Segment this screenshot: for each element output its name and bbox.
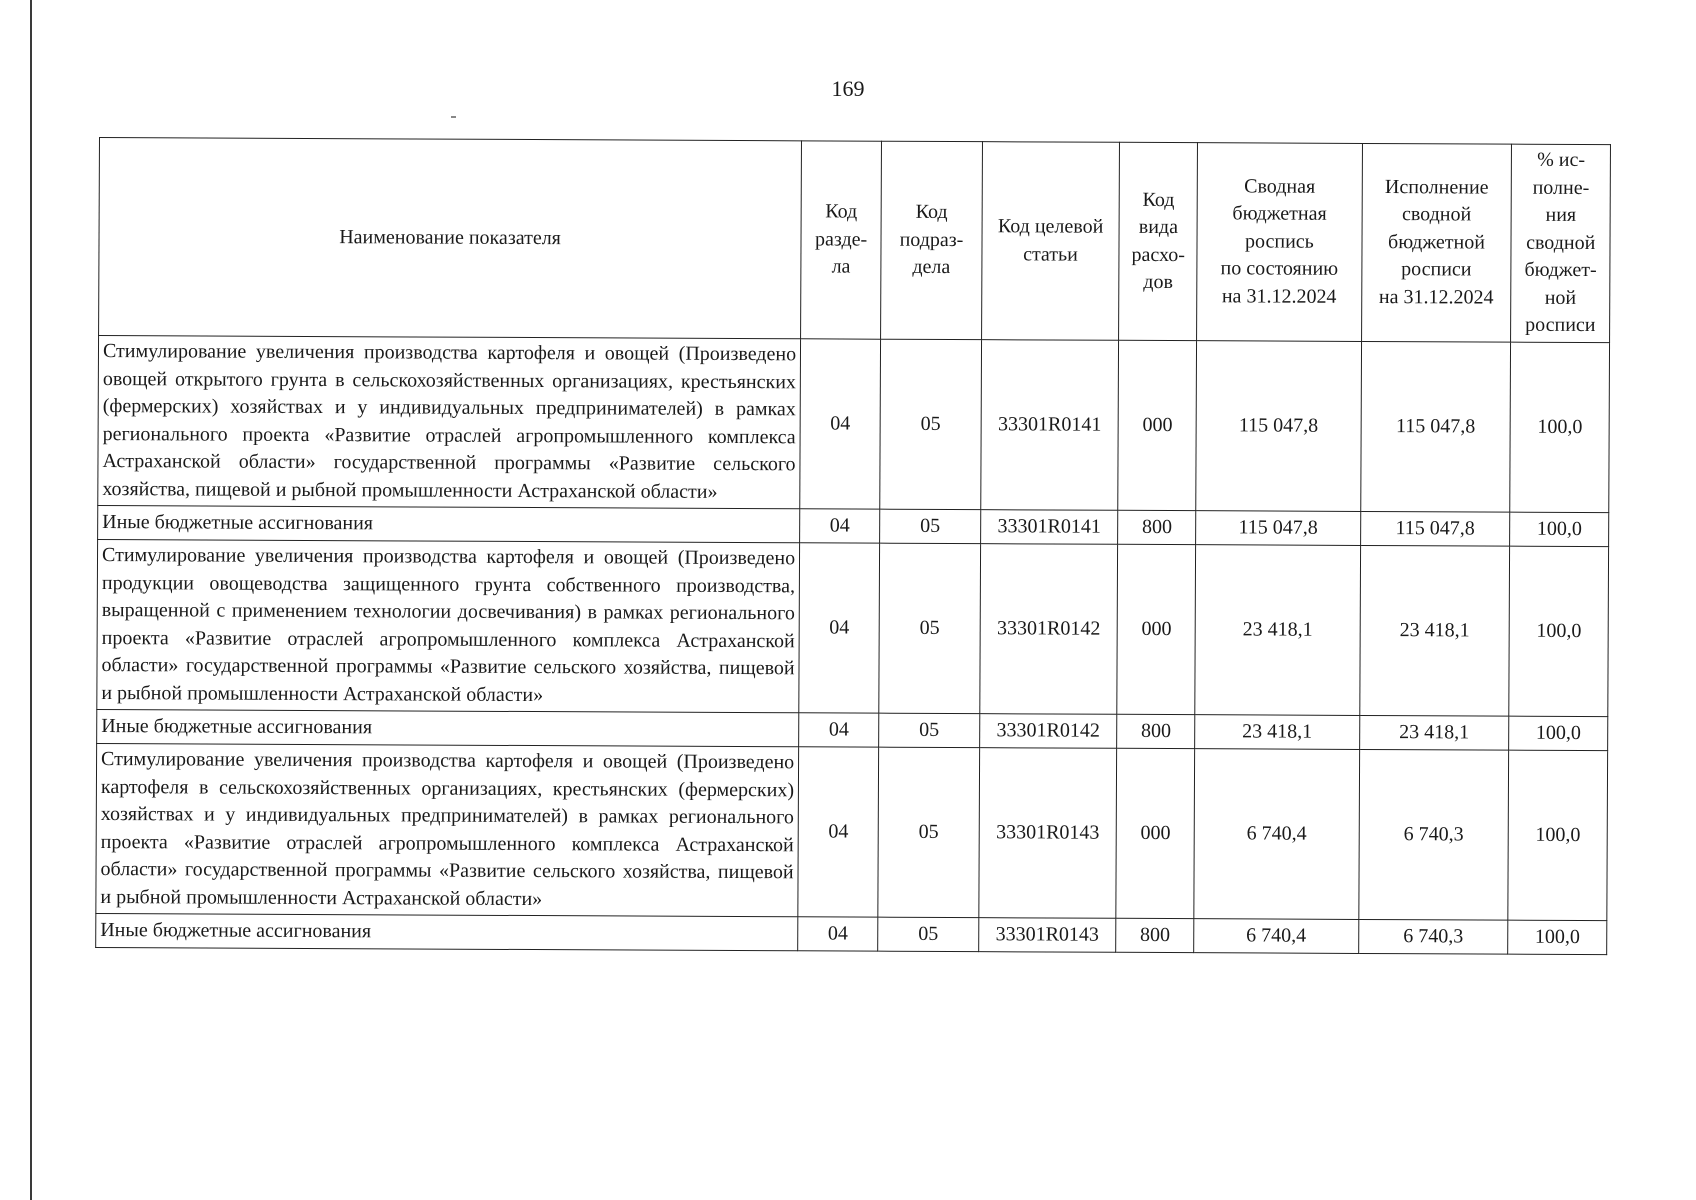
row-budget-plan: 115 047,8 <box>1196 341 1361 512</box>
row-subsection-code: 05 <box>878 917 979 951</box>
row-name: Стимулирование увеличения производства картофеля и овощей (Произведено овощей открытого грунта в сельскохозяйственных организациях, крестьянских (фермерских) хозяйствах и у индивидуальных предпринимателей) в рамках регионального проекта «Развитие отраслей агропромышленного комплекса Астраханской области» государственной программы «Развитие сельского хозяйства, пищевой и рыбной промышленности Астраханской области» <box>98 336 801 509</box>
row-subsection-code: 05 <box>880 339 981 509</box>
row-subsection-code: 05 <box>878 747 979 917</box>
table-row <box>98 336 1610 513</box>
row-section-code: 04 <box>800 509 880 543</box>
row-name: Стимулирование увеличения производства картофеля и овощей (Произведено картофеля в сельскохозяйственных организациях, крестьянских (фермерских) хозяйствах и у индивидуальных предпринимателей) в рамках регионального проекта «Развитие отраслей агропромышленного комплекса Астраханской области» государственной программы «Развитие сельского хозяйства, пищевой и рыбной промышленности Астраханской области» <box>96 743 799 916</box>
table-row <box>97 539 1609 716</box>
row-budget-plan: 23 418,1 <box>1195 545 1360 716</box>
row-expense-code: 800 <box>1117 714 1195 748</box>
row-section-code: 04 <box>799 713 879 747</box>
binding-margin-line <box>30 0 32 1200</box>
row-target-code: 33301R0141 <box>980 510 1118 545</box>
row-section-code: 04 <box>799 543 880 713</box>
row-expense-code: 000 <box>1116 748 1195 918</box>
row-section-code: 04 <box>800 339 881 509</box>
row-budget-execution: 6 740,3 <box>1358 919 1508 954</box>
row-budget-execution: 6 740,3 <box>1358 749 1509 920</box>
row-name: Иные бюджетные ассигнования <box>96 913 798 950</box>
row-execution-percent: 100,0 <box>1510 342 1609 512</box>
row-execution-percent: 100,0 <box>1510 512 1609 546</box>
row-target-code: 33301R0142 <box>979 714 1117 749</box>
row-target-code: 33301R0143 <box>978 918 1116 953</box>
row-budget-plan: 23 418,1 <box>1195 715 1359 750</box>
row-expense-code: 800 <box>1116 918 1194 952</box>
header-subsection-code: Код подраз- дела <box>881 141 983 339</box>
header-expense-code: Код вида расхо- дов <box>1119 142 1198 340</box>
row-budget-execution: 115 047,8 <box>1360 511 1510 546</box>
header-section-code: Код разде- ла <box>801 141 882 339</box>
header-target-code: Код целевой статьи <box>981 142 1119 341</box>
header-execution-percent: % ис- полне- ния сводной бюджет- ной росписи <box>1511 144 1611 342</box>
header-budget-plan: Сводная бюджетная роспись по состоянию на 31.12.2024 <box>1197 143 1362 342</box>
row-name: Стимулирование увеличения производства картофеля и овощей (Произведено продукции овощеводства защищенного грунта собственного производства, выращенной с применением технологии досвечивания) в рамках регионального проекта «Развитие отраслей агропромышленного комплекса Астраханской области» государственной программы «Развитие сельского хозяйства, пищевой и рыбной промышленности Астраханской области» <box>97 539 800 712</box>
row-execution-percent: 100,0 <box>1509 546 1608 716</box>
row-section-code: 04 <box>798 747 879 917</box>
header-name: Наименование показателя <box>99 138 802 339</box>
row-expense-code: 800 <box>1118 510 1196 544</box>
row-target-code: 33301R0141 <box>981 340 1119 511</box>
budget-execution-table <box>95 137 1611 955</box>
row-section-code: 04 <box>798 917 878 951</box>
scan-speck <box>451 116 456 118</box>
row-budget-plan: 115 047,8 <box>1196 511 1360 546</box>
table-header-row <box>99 138 1611 343</box>
table-row <box>96 743 1608 920</box>
row-execution-percent: 100,0 <box>1509 716 1608 750</box>
row-budget-plan: 6 740,4 <box>1194 749 1359 920</box>
row-budget-execution: 23 418,1 <box>1359 715 1509 750</box>
header-budget-execution: Исполнение сводной бюджетной росписи на 31.12.2024 <box>1361 143 1512 342</box>
row-budget-execution: 115 047,8 <box>1360 341 1511 512</box>
row-target-code: 33301R0142 <box>980 544 1118 715</box>
row-subsection-code: 05 <box>879 713 980 747</box>
table-row <box>96 913 1607 954</box>
row-target-code: 33301R0143 <box>979 748 1117 919</box>
row-execution-percent: 100,0 <box>1508 750 1607 920</box>
row-name: Иные бюджетные ассигнования <box>97 709 799 746</box>
row-expense-code: 000 <box>1117 544 1196 714</box>
row-execution-percent: 100,0 <box>1508 920 1607 954</box>
row-budget-execution: 23 418,1 <box>1359 545 1510 716</box>
row-budget-plan: 6 740,4 <box>1194 919 1358 954</box>
row-subsection-code: 05 <box>880 509 981 543</box>
row-name: Иные бюджетные ассигнования <box>98 505 800 542</box>
page-number: 169 <box>831 76 865 101</box>
row-subsection-code: 05 <box>879 543 980 713</box>
row-expense-code: 000 <box>1118 340 1197 510</box>
